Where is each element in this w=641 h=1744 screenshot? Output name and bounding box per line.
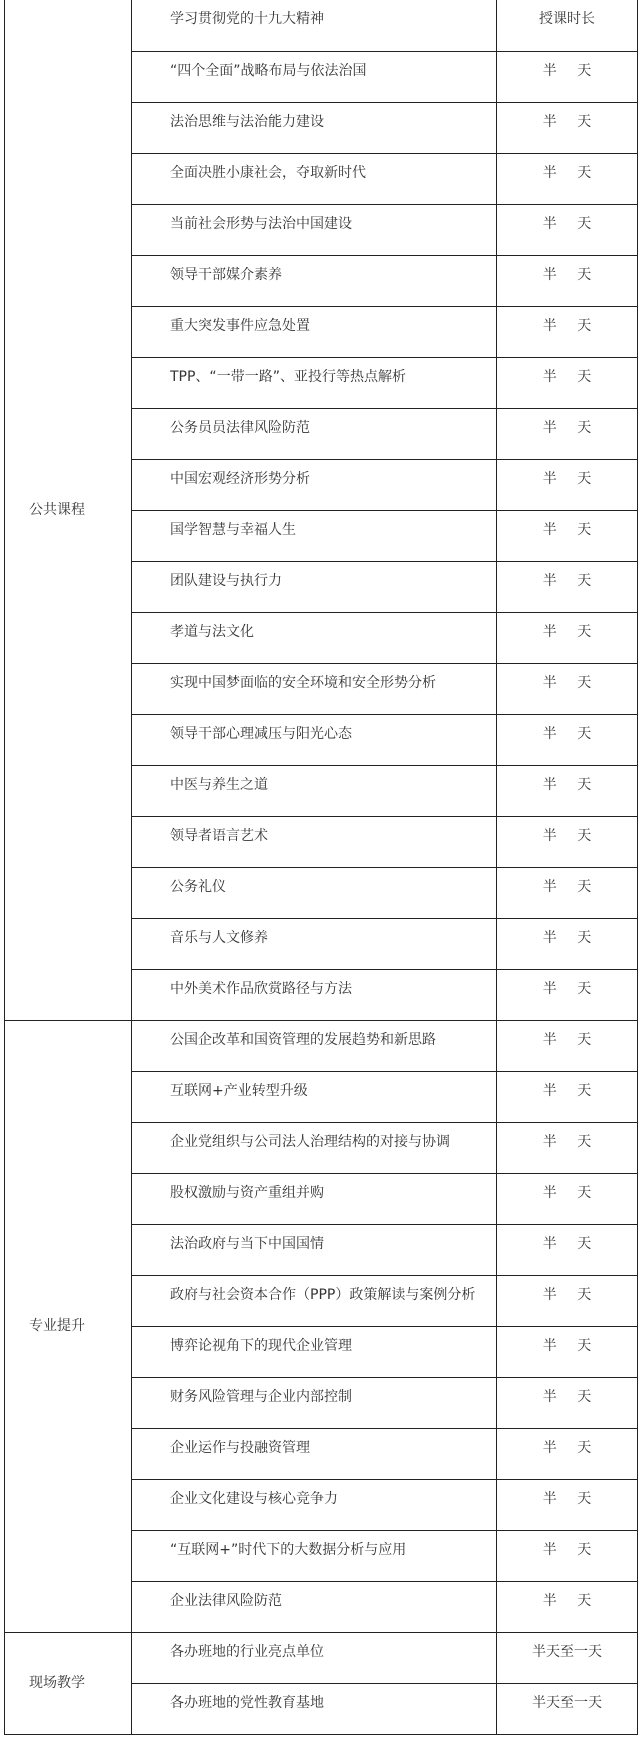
course-name: 公务员员法律风险防范 xyxy=(132,408,497,459)
course-duration: 半 天 xyxy=(497,1071,638,1122)
course-name: 中医与养生之道 xyxy=(132,765,497,816)
course-duration: 半 天 xyxy=(497,1020,638,1071)
course-duration: 半 天 xyxy=(497,408,638,459)
course-duration: 半 天 xyxy=(497,612,638,663)
course-duration: 半 天 xyxy=(497,1122,638,1173)
course-duration: 半 天 xyxy=(497,918,638,969)
course-duration: 半 天 xyxy=(497,714,638,765)
course-duration: 半 天 xyxy=(497,102,638,153)
duration-header: 授课时长 xyxy=(497,0,638,51)
course-name: 企业文化建设与核心竞争力 xyxy=(132,1479,497,1530)
course-name: 学习贯彻党的十九大精神 xyxy=(132,0,497,51)
course-duration: 半 天 xyxy=(497,1377,638,1428)
course-duration: 半 天 xyxy=(497,357,638,408)
course-duration: 半 天 xyxy=(497,204,638,255)
course-name: 全面决胜小康社会，夺取新时代 xyxy=(132,153,497,204)
course-name: 音乐与人文修养 xyxy=(132,918,497,969)
course-duration: 半 天 xyxy=(497,816,638,867)
table-row xyxy=(5,1020,638,1071)
course-duration: 半 天 xyxy=(497,561,638,612)
course-duration: 半 天 xyxy=(497,969,638,1020)
course-duration: 半 天 xyxy=(497,153,638,204)
course-duration: 半 天 xyxy=(497,663,638,714)
course-name: 法治思维与法治能力建设 xyxy=(132,102,497,153)
course-duration: 半 天 xyxy=(497,51,638,102)
course-name: “互联网+”时代下的大数据分析与应用 xyxy=(132,1530,497,1581)
course-name: 中国宏观经济形势分析 xyxy=(132,459,497,510)
course-name: 法治政府与当下中国国情 xyxy=(132,1224,497,1275)
course-duration: 半 天 xyxy=(497,1530,638,1581)
course-duration: 半 天 xyxy=(497,1275,638,1326)
course-duration: 半 天 xyxy=(497,1224,638,1275)
course-name: 重大突发事件应急处置 xyxy=(132,306,497,357)
course-name: 实现中国梦面临的安全环境和安全形势分析 xyxy=(132,663,497,714)
course-name: 博弈论视角下的现代企业管理 xyxy=(132,1326,497,1377)
course-duration: 半 天 xyxy=(497,765,638,816)
course-name: 财务风险管理与企业内部控制 xyxy=(132,1377,497,1428)
course-duration: 半 天 xyxy=(497,1326,638,1377)
course-duration: 半 天 xyxy=(497,1581,638,1632)
course-name: 领导干部心理减压与阳光心态 xyxy=(132,714,497,765)
course-name: 公国企改革和国资管理的发展趋势和新思路 xyxy=(132,1020,497,1071)
course-name: 领导者语言艺术 xyxy=(132,816,497,867)
course-duration: 半 天 xyxy=(497,306,638,357)
course-duration: 半 天 xyxy=(497,510,638,561)
category-cell: 现场教学 xyxy=(5,1632,132,1734)
course-name: TPP、“一带一路”、亚投行等热点解析 xyxy=(132,357,497,408)
course-duration: 半天至一天 xyxy=(497,1632,638,1683)
course-duration: 半 天 xyxy=(497,1428,638,1479)
course-name: 各办班地的党性教育基地 xyxy=(132,1683,497,1734)
course-name: 企业法律风险防范 xyxy=(132,1581,497,1632)
course-name: 企业党组织与公司法人治理结构的对接与协调 xyxy=(132,1122,497,1173)
course-schedule-table xyxy=(4,0,638,1735)
course-name: 中外美术作品欣赏路径与方法 xyxy=(132,969,497,1020)
course-name: 股权激励与资产重组并购 xyxy=(132,1173,497,1224)
course-duration: 半天至一天 xyxy=(497,1683,638,1734)
course-name: “四个全面”战略布局与依法治国 xyxy=(132,51,497,102)
course-duration: 半 天 xyxy=(497,1173,638,1224)
course-name: 政府与社会资本合作（PPP）政策解读与案例分析 xyxy=(132,1275,497,1326)
category-cell: 公共课程 xyxy=(5,0,132,1020)
course-name: 孝道与法文化 xyxy=(132,612,497,663)
course-name: 国学智慧与幸福人生 xyxy=(132,510,497,561)
course-name: 当前社会形势与法治中国建设 xyxy=(132,204,497,255)
course-name: 互联网+产业转型升级 xyxy=(132,1071,497,1122)
table-row xyxy=(5,1632,638,1683)
course-duration: 半 天 xyxy=(497,255,638,306)
course-duration: 半 天 xyxy=(497,459,638,510)
course-name: 各办班地的行业亮点单位 xyxy=(132,1632,497,1683)
course-name: 企业运作与投融资管理 xyxy=(132,1428,497,1479)
category-cell: 专业提升 xyxy=(5,1020,132,1632)
table-body xyxy=(5,0,638,1734)
course-duration: 半 天 xyxy=(497,867,638,918)
course-name: 公务礼仪 xyxy=(132,867,497,918)
course-duration: 半 天 xyxy=(497,1479,638,1530)
course-name: 团队建设与执行力 xyxy=(132,561,497,612)
header-row xyxy=(5,0,638,51)
course-name: 领导干部媒介素养 xyxy=(132,255,497,306)
